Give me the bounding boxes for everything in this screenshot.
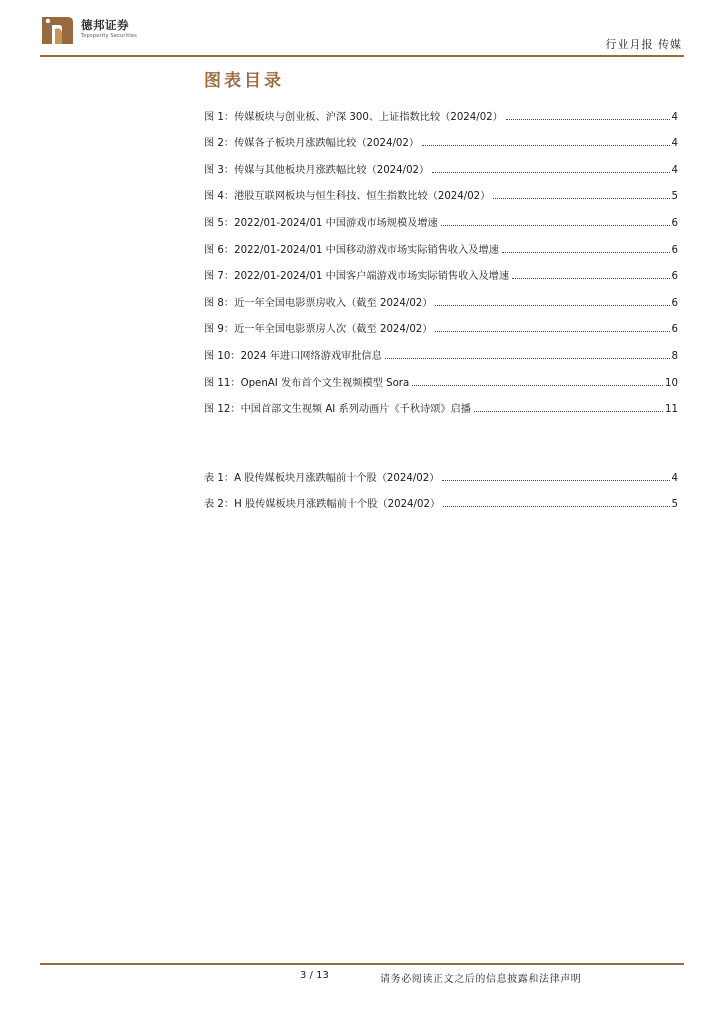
toc-leader-dots xyxy=(474,411,663,412)
toc-entry-page: 5 xyxy=(671,499,678,510)
toc-leader-dots xyxy=(493,198,669,199)
toc-entry-label: 图 1：传媒板块与创业板、沪深 300、上证指数比较（2024/02） xyxy=(204,112,503,123)
toc-entry-figure-10[interactable] xyxy=(204,346,678,362)
toc-entry-figure-5[interactable] xyxy=(204,213,678,229)
toc-entry-figure-9[interactable] xyxy=(204,319,678,335)
toc-entry-page: 6 xyxy=(671,298,678,309)
toc-entry-label: 图 8：近一年全国电影票房收入（截至 2024/02） xyxy=(204,298,433,309)
figure-list xyxy=(204,107,678,417)
header-divider xyxy=(40,55,684,57)
toc-entry-page: 4 xyxy=(671,138,678,149)
toc-entry-table-2[interactable] xyxy=(204,494,678,510)
logo-text-cn: 德邦证券 xyxy=(81,18,129,32)
toc-entry-label: 图 6：2022/01-2024/01 中国移动游戏市场实际销售收入及增速 xyxy=(204,245,499,256)
toc-entry-label: 图 7：2022/01-2024/01 中国客户端游戏市场实际销售收入及增速 xyxy=(204,271,510,282)
toc-leader-dots xyxy=(442,480,669,481)
toc-entry-page: 11 xyxy=(665,404,678,415)
toc-entry-page: 4 xyxy=(671,473,678,484)
toc-leader-dots xyxy=(432,172,669,173)
report-category: 行业月报 传媒 xyxy=(605,38,682,51)
toc-leader-dots xyxy=(412,385,663,386)
toc-entry-label: 图 10：2024 年进口网络游戏审批信息 xyxy=(204,351,382,362)
page-number: 3 / 13 xyxy=(300,970,329,981)
toc-leader-dots xyxy=(443,506,669,507)
toc-entry-figure-7[interactable] xyxy=(204,266,678,282)
disclaimer-note: 请务必阅读正文之后的信息披露和法律声明 xyxy=(380,974,582,985)
toc-entry-page: 6 xyxy=(671,271,678,282)
toc-leader-dots xyxy=(435,331,669,332)
toc-leader-dots xyxy=(422,145,669,146)
toc-leader-dots xyxy=(385,358,670,359)
toc-entry-page: 6 xyxy=(671,324,678,335)
toc-entry-label: 图 2：传媒各子板块月涨跌幅比较（2024/02） xyxy=(204,138,420,149)
topsperity-logo-icon xyxy=(40,14,74,48)
toc-entry-label: 图 4：港股互联网板块与恒生科技、恒生指数比较（2024/02） xyxy=(204,191,491,202)
toc-entry-label: 图 5：2022/01-2024/01 中国游戏市场规模及增速 xyxy=(204,218,438,229)
toc-leader-dots xyxy=(435,305,669,306)
toc-entry-figure-1[interactable] xyxy=(204,107,678,123)
footer-divider xyxy=(40,963,684,965)
toc-entry-label: 图 3：传媒与其他板块月涨跌幅比较（2024/02） xyxy=(204,165,430,176)
toc-entry-page: 6 xyxy=(671,245,678,256)
toc-entry-page: 5 xyxy=(671,191,678,202)
toc-entry-figure-4[interactable] xyxy=(204,186,678,202)
toc-entry-figure-8[interactable] xyxy=(204,293,678,309)
toc-entry-label: 图 11：OpenAI 发布首个文生视频模型 Sora xyxy=(204,378,410,389)
table-list xyxy=(204,468,678,518)
toc-entry-label: 图 12：中国首部文生视频 AI 系列动画片《千秋诗颂》启播 xyxy=(204,404,471,415)
toc-entry-page: 8 xyxy=(671,351,678,362)
toc-leader-dots xyxy=(441,225,670,226)
toc-entry-page: 4 xyxy=(671,165,678,176)
toc-leader-dots xyxy=(506,119,670,120)
toc-entry-figure-2[interactable] xyxy=(204,133,678,149)
toc-leader-dots xyxy=(512,278,669,279)
logo-text-en: Topsperity Securities xyxy=(81,33,138,39)
toc-entry-page: 6 xyxy=(671,218,678,229)
page-title: 图表目录 xyxy=(204,71,284,91)
toc-leader-dots xyxy=(502,252,670,253)
toc-entry-figure-12[interactable] xyxy=(204,399,678,415)
toc-entry-figure-6[interactable] xyxy=(204,240,678,256)
toc-entry-table-1[interactable] xyxy=(204,468,678,484)
toc-entry-page: 10 xyxy=(665,378,678,389)
toc-entry-figure-3[interactable] xyxy=(204,160,678,176)
toc-entry-label: 表 2：H 股传媒板块月涨跌幅前十个股（2024/02） xyxy=(204,499,441,510)
toc-entry-page: 4 xyxy=(671,112,678,123)
toc-entry-label: 表 1：A 股传媒板块月涨跌幅前十个股（2024/02） xyxy=(204,473,440,484)
toc-entry-label: 图 9：近一年全国电影票房人次（截至 2024/02） xyxy=(204,324,433,335)
toc-entry-figure-11[interactable] xyxy=(204,373,678,389)
